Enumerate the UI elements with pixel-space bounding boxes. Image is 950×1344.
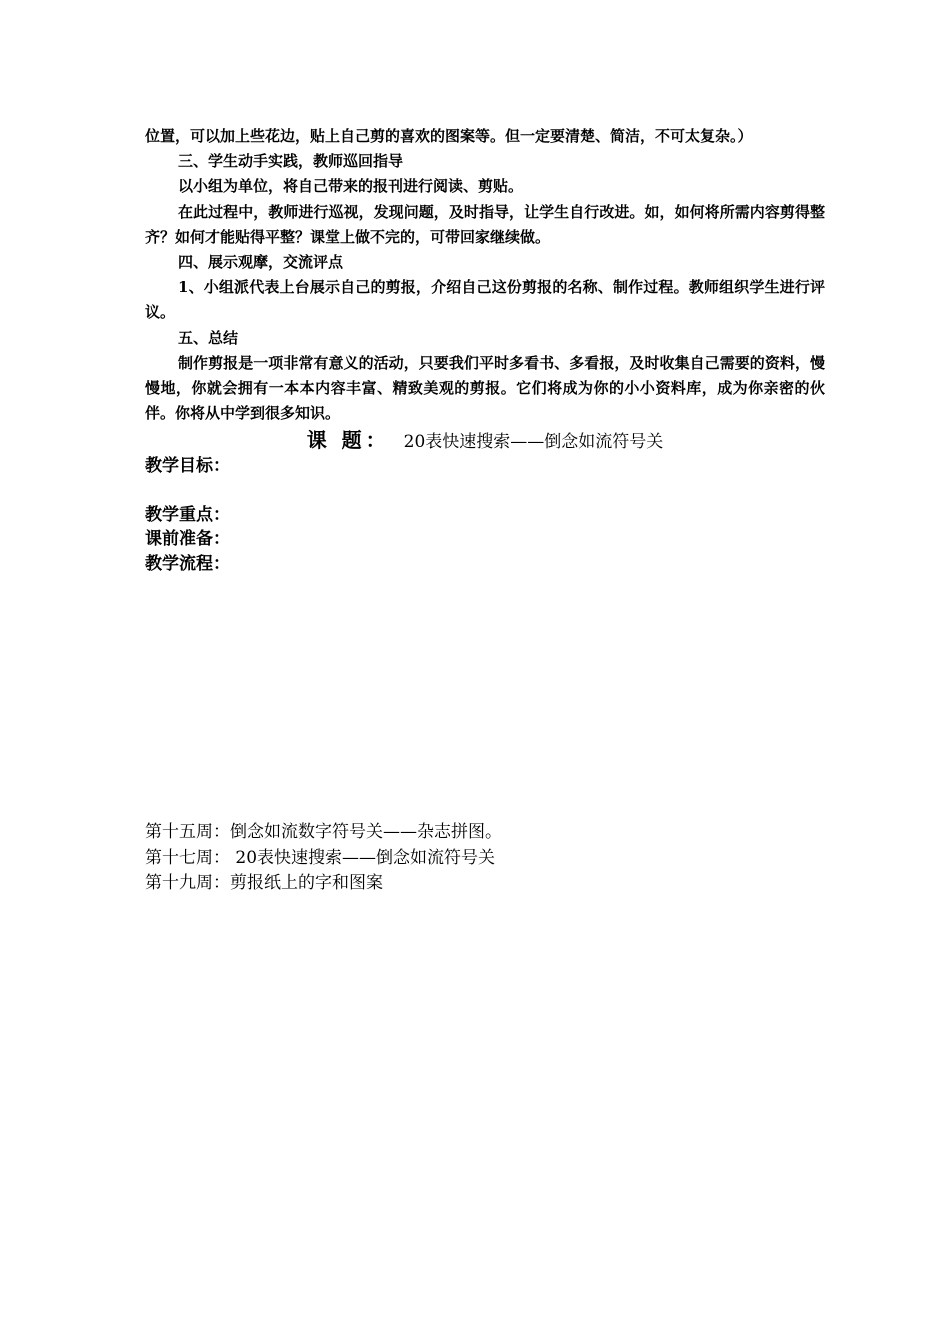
- section-heading-showcase: 四、展示观摩，交流评点: [178, 253, 344, 272]
- heading-teaching-focus: 教学重点：: [145, 504, 230, 525]
- lesson-title: [145, 426, 825, 454]
- heading-teaching-goals: 教学目标：: [145, 456, 230, 477]
- weekly-schedule: [145, 820, 825, 897]
- lesson-title-label: 课 题：: [306, 428, 390, 453]
- heading-teaching-process: 教学流程：: [145, 553, 230, 574]
- paragraph-teacher-guidance: 在此过程中，教师进行巡视，发现问题，及时指导，让学生自行改进。如，如何将所需内容剪得整齐？如何才能贴得平整？课堂上做不完的，可带回家继续做。: [145, 202, 825, 246]
- heading-preparation: 课前准备：: [145, 529, 230, 550]
- paragraph-summary: 制作剪报是一项非常有意义的活动，只要我们平时多看书、多看报，及时收集自己需要的资料，慢慢地，你就会拥有一本本内容丰富、精致美观的剪报。它们将成为你的小小资料库，成为你亲密的伙伴。你将从中学到很多知识。: [145, 353, 825, 423]
- paragraph-group-presentation: 1、小组派代表上台展示自己的剪报，介绍自己这份剪报的名称、制作过程。教师组织学生进行评议。: [145, 278, 825, 322]
- document-body: [145, 124, 825, 576]
- lesson-title-text: 20表快速搜索——倒念如流符号关: [403, 432, 664, 453]
- paragraph-continuation: 位置，可以加上些花边，贴上自己剪的喜欢的图案等。但一定要清楚、简洁，不可太复杂。）: [145, 127, 753, 145]
- section-heading-summary: 五、总结: [178, 328, 239, 347]
- paragraph-group-reading: 以小组为单位，将自己带来的报刊进行阅读、剪贴。: [178, 177, 524, 196]
- schedule-week-15: 第十五周：倒念如流数字符号关——杂志拼图。: [145, 822, 502, 842]
- schedule-week-17: 第十七周： 20表快速搜索——倒念如流符号关: [145, 847, 496, 868]
- section-heading-practice: 三、学生动手实践，教师巡回指导: [178, 152, 404, 171]
- schedule-week-19: 第十九周：剪报纸上的字和图案: [145, 873, 383, 893]
